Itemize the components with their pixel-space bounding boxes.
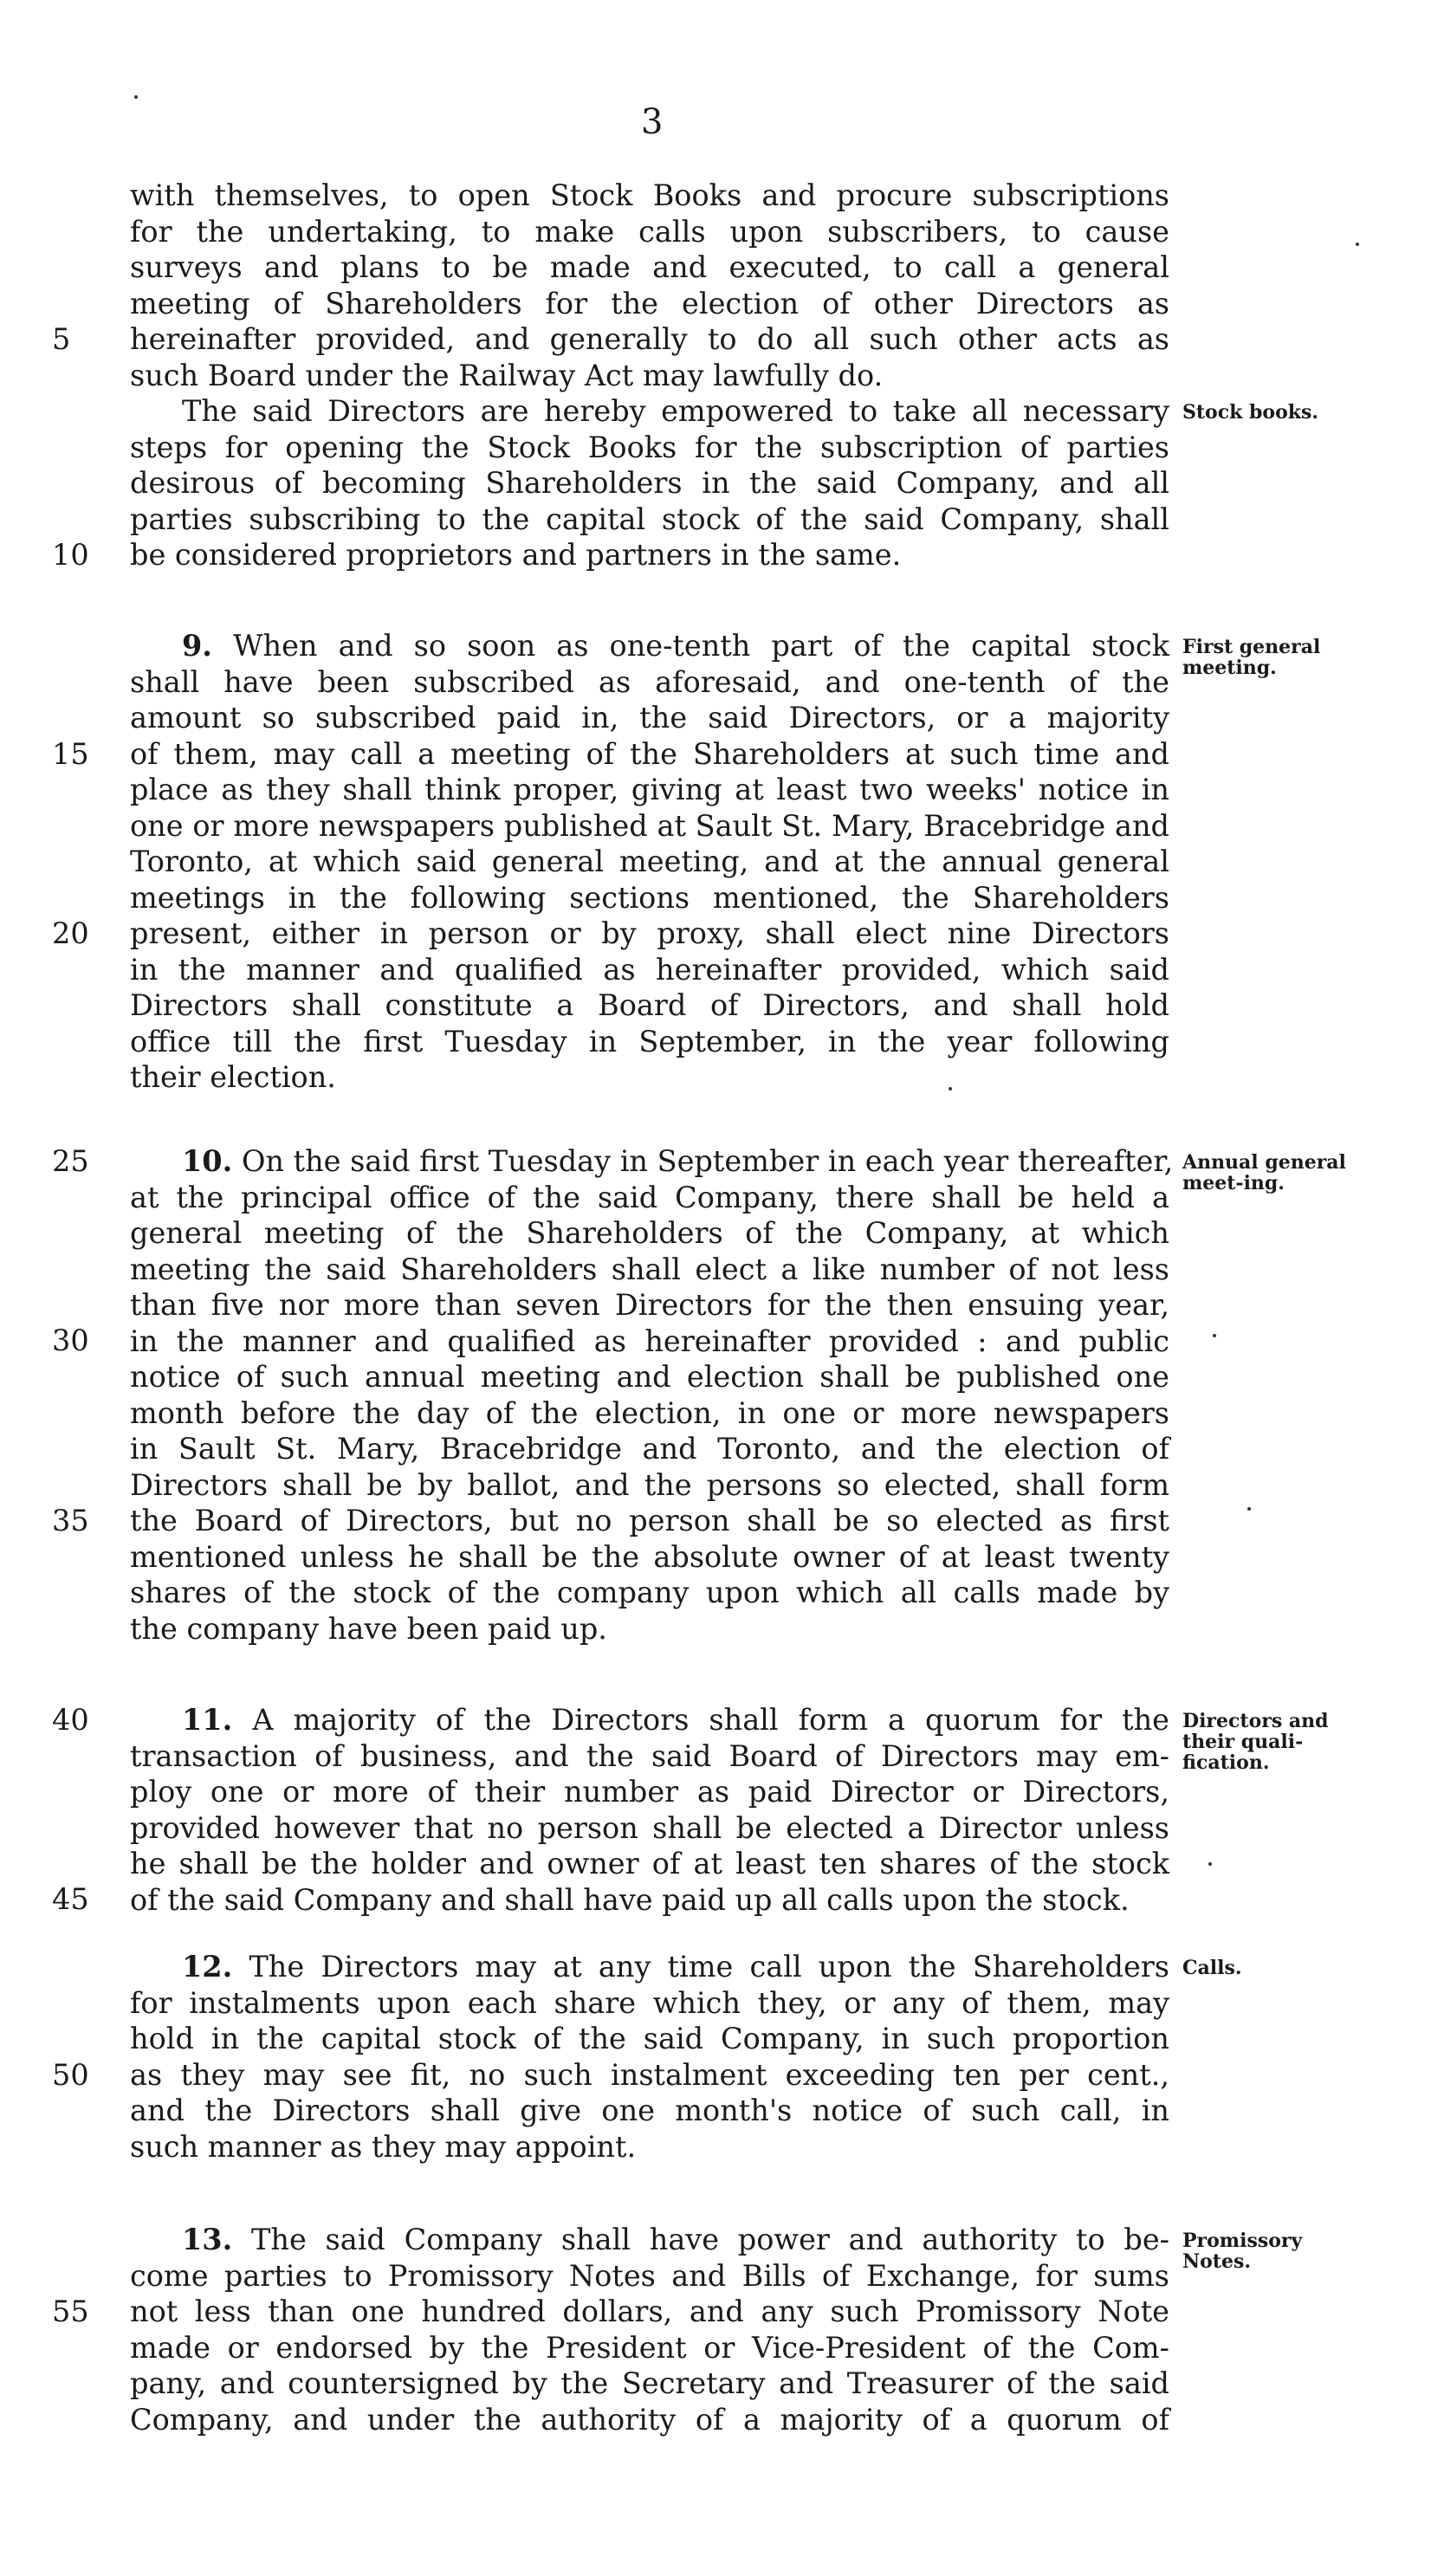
paragraph-stock-books <box>130 393 1169 573</box>
text-line: mentioned unless he shall be the absolute owner of at least twenty <box>130 1539 1169 1574</box>
text-line: shares of the stock of the company upon which all calls made by <box>130 1576 1169 1609</box>
text-line: place as they shall think proper, giving at least two weeks' notice in <box>130 773 1169 806</box>
line-number: 45 <box>52 1882 89 1916</box>
text-line: with themselves, to open Stock Books and procure subscriptions <box>130 178 1169 212</box>
print-speck <box>1213 1334 1216 1337</box>
text-line: in the manner and qualified as hereinafter provided : and public <box>130 1324 1169 1358</box>
text-line: The said Directors are hereby empowered to take all necessary <box>182 394 1169 428</box>
line-number: 20 <box>52 916 89 950</box>
text-line: month before the day of the election, in one or more newspapers <box>130 1395 1169 1430</box>
text-line: transaction of business, and the said Board of Directors may em- <box>130 1738 1169 1773</box>
text-line: surveys and plans to be made and executed, to call a general <box>130 250 1169 284</box>
line-number: 15 <box>52 737 89 771</box>
text-line: of them, may call a meeting of the Shareholders at such time and <box>130 736 1169 771</box>
text-line: Directors shall be by ballot, and the persons so elected, shall form <box>130 1467 1169 1502</box>
text-line <box>130 1702 1169 1738</box>
section-number: 13. <box>182 2223 233 2256</box>
text-line: the company have been paid up. <box>130 1611 607 1646</box>
text-line <box>130 628 1169 664</box>
section-number: 9. <box>182 629 212 663</box>
section-number: 10. <box>182 1144 233 1178</box>
text-line: the Board of Directors, but no person shall be so elected as first <box>130 1504 1169 1537</box>
line-number: 25 <box>52 1144 89 1178</box>
text-line: than five nor more than seven Directors for the then ensuing year, <box>130 1288 1169 1322</box>
print-speck <box>1208 1862 1212 1866</box>
paragraph-continuation <box>130 178 1169 393</box>
margin-note-directors-qualification: Directors and their quali-fication. <box>1182 1710 1329 1774</box>
margin-note-calls: Calls. <box>1182 1957 1242 1979</box>
text-line: amount so subscribed paid in, the said Directors, or a majority <box>130 701 1169 735</box>
text-line: for the undertaking, to make calls upon subscribers, to cause <box>130 214 1169 249</box>
line-number: 50 <box>52 2058 89 2092</box>
text-line: be considered proprietors and partners in the same. <box>130 538 902 572</box>
print-speck <box>1247 1507 1251 1511</box>
text-line-body: The Directors may at any time call upon the Shareholders <box>249 1950 1169 1984</box>
text-line <box>130 1143 1174 1180</box>
margin-note-annual-general-meeting: Annual general meet-ing. <box>1182 1151 1346 1194</box>
text-line: Toronto, at which said general meeting, and at the annual general <box>130 845 1169 878</box>
print-speck <box>1356 243 1359 246</box>
line-number: 10 <box>52 538 89 572</box>
text-line: made or endorsed by the President or Vice-President of the Com- <box>130 2330 1169 2365</box>
text-line-body: A majority of the Directors shall form a quorum for the <box>252 1703 1169 1737</box>
text-line: for instalments upon each share which they, or any of them, may <box>130 1985 1169 2020</box>
text-line: such Board under the Railway Act may lawfully do. <box>130 358 884 392</box>
text-line: provided however that no person shall be elected a Director unless <box>130 1810 1169 1845</box>
print-speck <box>134 95 138 99</box>
text-line: desirous of becoming Shareholders in the said Company, and all <box>130 466 1169 500</box>
section-9 <box>130 628 1169 1096</box>
line-number: 30 <box>52 1324 89 1357</box>
text-line <box>130 2222 1169 2258</box>
text-line: meeting the said Shareholders shall elect a like number of not less <box>130 1252 1169 1286</box>
text-line-body: On the said first Tuesday in September in each year thereafter, <box>241 1144 1174 1178</box>
text-line: office till the first Tuesday in September, in the year following <box>130 1024 1169 1058</box>
margin-note-promissory-notes: Promissory Notes. <box>1182 2230 1303 2273</box>
line-number: 55 <box>52 2294 89 2328</box>
text-line: of the said Company and shall have paid up all calls upon the stock. <box>130 1882 1130 1917</box>
text-line: their election. <box>130 1060 336 1094</box>
section-13 <box>130 2222 1169 2437</box>
text-line: in the manner and qualified as hereinafter provided, which said <box>130 952 1169 987</box>
print-speck <box>949 1087 952 1091</box>
text-line: ploy one or more of their number as paid Director or Directors, <box>130 1775 1169 1809</box>
section-10 <box>130 1143 1174 1647</box>
text-line: and the Directors shall give one month's notice of such call, in <box>130 2094 1169 2127</box>
text-line: pany, and countersigned by the Secretary and Treasurer of the said <box>130 2366 1169 2400</box>
text-line: not less than one hundred dollars, and any such Promissory Note <box>130 2294 1169 2328</box>
text-line: in Sault St. Mary, Bracebridge and Toronto, and the election of <box>130 1432 1169 1466</box>
text-line <box>130 1949 1169 1985</box>
text-line: hereinafter provided, and generally to do all such other acts as <box>130 322 1169 356</box>
text-line: hold in the capital stock of the said Company, in such proportion <box>130 2022 1169 2055</box>
text-line: parties subscribing to the capital stock of the said Company, shall <box>130 502 1169 536</box>
text-line: come parties to Promissory Notes and Bills of Exchange, for sums <box>130 2258 1169 2293</box>
text-line: meetings in the following sections mentioned, the Shareholders <box>130 880 1169 915</box>
text-line: Company, and under the authority of a majority of a quorum of <box>130 2402 1169 2437</box>
text-line: present, either in person or by proxy, shall elect nine Directors <box>130 916 1169 950</box>
text-line: general meeting of the Shareholders of the Company, at which <box>130 1216 1169 1250</box>
line-number: 35 <box>52 1504 89 1537</box>
section-12 <box>130 1949 1169 2165</box>
text-line-body: When and so soon as one-tenth part of the capital stock <box>233 629 1169 663</box>
section-11 <box>130 1702 1169 1918</box>
margin-note-stock-books: Stock books. <box>1182 401 1319 424</box>
page-number: 3 <box>641 102 664 142</box>
text-line-body: The said Company shall have power and authority to be- <box>251 2223 1169 2256</box>
text-line: Directors shall constitute a Board of Directors, and shall hold <box>130 988 1169 1022</box>
text-line: steps for opening the Stock Books for the subscription of parties <box>130 430 1169 464</box>
line-number: 5 <box>52 322 71 356</box>
section-number: 11. <box>182 1703 233 1737</box>
text-line: as they may see fit, no such instalment exceeding ten per cent., <box>130 2057 1169 2092</box>
text-line: one or more newspapers published at Sault St. Mary, Bracebridge and <box>130 808 1169 843</box>
section-number: 12. <box>182 1950 233 1984</box>
text-line: notice of such annual meeting and election shall be published one <box>130 1360 1169 1394</box>
text-line: shall have been subscribed as aforesaid, and one-tenth of the <box>130 664 1169 699</box>
line-number: 40 <box>52 1703 89 1737</box>
text-line: he shall be the holder and owner of at least ten shares of the stock <box>130 1847 1169 1880</box>
margin-note-first-general-meeting: First general meeting. <box>1182 636 1321 679</box>
text-line: meeting of Shareholders for the election of other Directors as <box>130 286 1169 320</box>
text-line: at the principal office of the said Company, there shall be held a <box>130 1180 1169 1214</box>
text-line: such manner as they may appoint. <box>130 2129 637 2164</box>
